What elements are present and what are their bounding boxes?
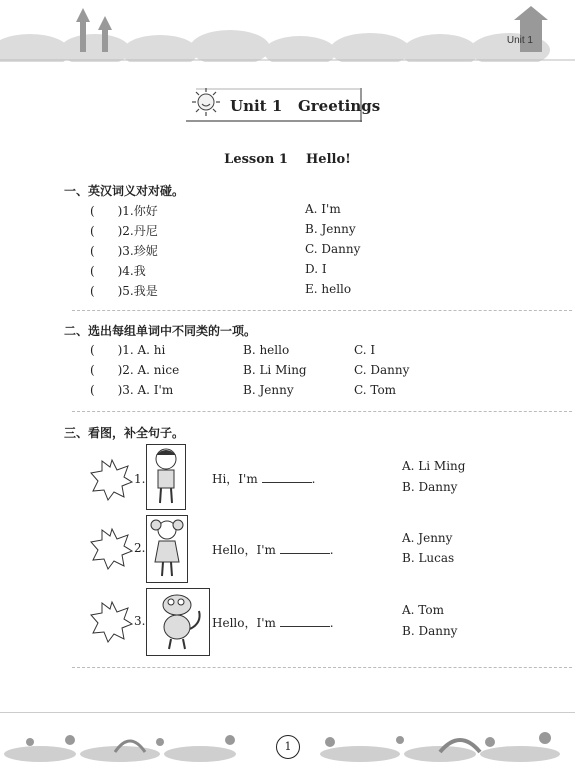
option-a: A. Li Ming <box>402 459 466 473</box>
section1-heading: 一、英汉词义对对碰。 <box>64 184 185 198</box>
list-item <box>90 282 158 299</box>
item-zh: 丹尼 <box>133 224 158 238</box>
girl-picture-icon <box>146 515 188 583</box>
item-en: A. I'm <box>305 202 341 216</box>
option-a: 3. A. I'm <box>122 383 174 397</box>
header-unit-tag: Unit 1 <box>506 35 533 46</box>
divider <box>72 310 572 311</box>
sentence <box>212 614 334 631</box>
option-c: C. Tom <box>354 383 397 397</box>
header-decoration <box>0 0 575 62</box>
list-item <box>90 242 158 259</box>
item-num: 5. <box>122 284 134 298</box>
star-answer-icon[interactable] <box>90 458 134 502</box>
answer-blank[interactable]: ( ) <box>90 343 123 357</box>
page-number: 1 <box>276 735 300 759</box>
sentence-end: . <box>329 616 334 630</box>
option-c: C. I <box>354 343 376 357</box>
item-en: B. Jenny <box>305 222 356 236</box>
item-zh: 我 <box>133 264 146 278</box>
answer-blank[interactable]: ( ) <box>90 244 123 258</box>
list-item <box>90 383 173 397</box>
option-b: B. Lucas <box>402 551 455 565</box>
item-num: 4. <box>122 264 134 278</box>
dinosaur-picture-icon <box>146 588 210 656</box>
option-c: C. Danny <box>354 363 410 377</box>
fill-blank[interactable] <box>280 543 330 554</box>
section2-heading: 二、选出每组单词中不同类的一项。 <box>64 324 257 338</box>
option-b: B. hello <box>243 343 290 357</box>
list-item <box>90 202 158 219</box>
answer-blank[interactable]: ( ) <box>90 224 123 238</box>
list-item <box>90 343 165 357</box>
option-b: B. Danny <box>402 480 458 494</box>
title-unit: Unit 1 <box>230 97 283 115</box>
item-en: E. hello <box>305 282 352 296</box>
item-zh: 你好 <box>133 204 158 218</box>
item-zh: 我是 <box>133 284 158 298</box>
sentence-start: Hi，I'm <box>212 472 258 486</box>
star-answer-icon[interactable] <box>90 600 134 644</box>
fill-blank[interactable] <box>262 472 312 483</box>
item-num: 1. <box>134 472 146 486</box>
option-b: B. Jenny <box>243 383 294 397</box>
answer-blank[interactable]: ( ) <box>90 363 123 377</box>
option-a: A. Jenny <box>402 531 453 545</box>
item-num: 2. <box>134 541 146 555</box>
divider <box>72 411 572 412</box>
option-a: 2. A. nice <box>122 363 180 377</box>
item-zh: 珍妮 <box>133 244 158 258</box>
section3-heading: 三、看图，补全句子。 <box>64 426 185 440</box>
option-a: 1. A. hi <box>122 343 166 357</box>
option-a: A. Tom <box>402 603 444 617</box>
option-b: B. Li Ming <box>243 363 307 377</box>
sentence <box>212 541 334 558</box>
answer-blank[interactable]: ( ) <box>90 264 123 278</box>
list-item <box>90 363 179 377</box>
boy-picture-icon <box>146 444 186 510</box>
answer-blank[interactable]: ( ) <box>90 383 123 397</box>
answer-blank[interactable]: ( ) <box>90 284 123 298</box>
footer-line <box>0 712 575 713</box>
sentence <box>212 470 315 487</box>
option-b: B. Danny <box>402 624 458 638</box>
list-item <box>90 222 158 239</box>
item-num: 3. <box>134 614 146 628</box>
item-num: 2. <box>122 224 134 238</box>
sentence-end: . <box>311 472 316 486</box>
answer-blank[interactable]: ( ) <box>90 204 123 218</box>
page-title <box>230 97 380 115</box>
title-topic: Greetings <box>297 97 381 115</box>
lesson-title: Lesson 1 Hello! <box>224 152 351 167</box>
sun-icon <box>190 86 222 118</box>
fill-blank[interactable] <box>280 616 330 627</box>
star-answer-icon[interactable] <box>90 527 134 571</box>
item-en: D. I <box>305 262 327 276</box>
divider <box>72 667 572 668</box>
sentence-start: Hello，I'm <box>212 616 276 630</box>
sentence-start: Hello，I'm <box>212 543 276 557</box>
list-item <box>90 262 146 279</box>
item-num: 3. <box>122 244 134 258</box>
sentence-end: . <box>329 543 334 557</box>
item-en: C. Danny <box>305 242 361 256</box>
item-num: 1. <box>122 204 134 218</box>
